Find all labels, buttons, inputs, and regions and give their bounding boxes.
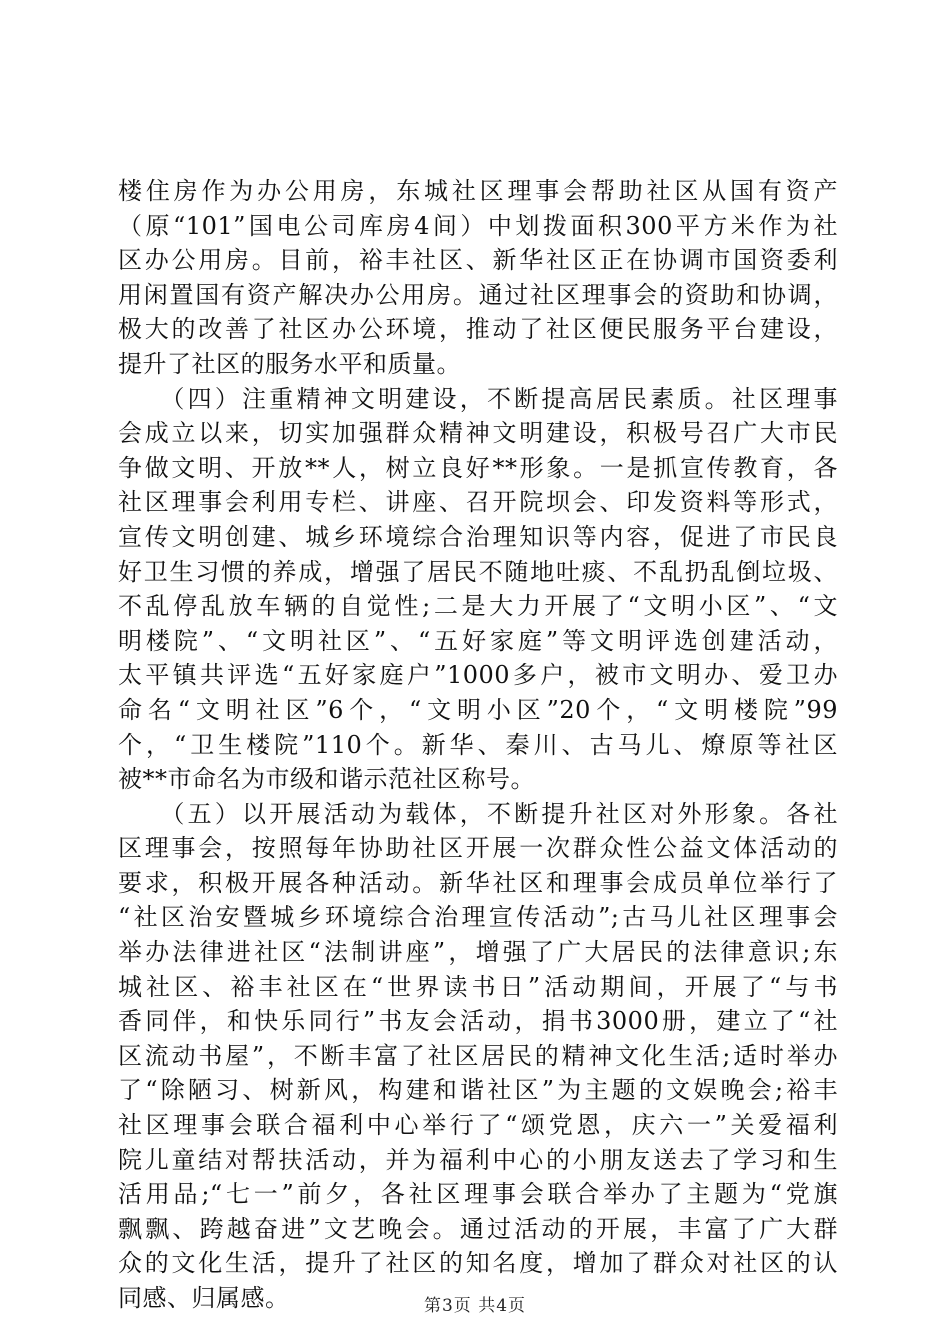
page-footer: [0, 1291, 950, 1316]
text-line: “社区治安暨城乡环境综合治理宣传活动”;古马儿社区理事会: [118, 903, 838, 932]
text-line: 要求，积极开展各种活动。新华社区和理事会成员单位举行了: [118, 868, 838, 897]
text-line: 区办公用房。目前，裕丰社区、新华社区正在协调市国资委利: [118, 246, 838, 275]
text-line: 社区理事会联合福利中心举行了“颂党恩，庆六一”关爱福利: [118, 1111, 838, 1140]
text-line: （五）以开展活动为载体，不断提升社区对外形象。各社: [118, 799, 838, 828]
text-line: 明楼院”、“文明社区”、“五好家庭”等文明评选创建活动，: [118, 626, 838, 655]
text-line: 同感、归属感。: [118, 1284, 290, 1312]
text-line: 个，“卫生楼院”110个。新华、秦川、古马儿、燎原等社区: [118, 730, 838, 759]
page-number-label: 第3页 共4页: [423, 1296, 527, 1316]
paragraph-section-five: [118, 797, 838, 1316]
text-line: 香同伴，和快乐同行”书友会活动，捐书3000册，建立了“社: [118, 1007, 838, 1036]
text-line: 用闲置国有资产解决办公用房。通过社区理事会的资助和协调，: [118, 280, 838, 309]
text-line: 城社区、裕丰社区在“世界读书日”活动期间，开展了“与书: [118, 972, 838, 1001]
text-line: 活用品;“七一”前夕，各社区理事会联合举办了主题为“党旗: [118, 1180, 838, 1209]
text-line: 飘飘、跨越奋进”文艺晚会。通过活动的开展，丰富了广大群: [118, 1214, 838, 1243]
body-text: [118, 174, 838, 1316]
text-line: 众的文化生活，提升了社区的知名度，增加了群众对社区的认: [118, 1249, 838, 1278]
text-line: 提升了社区的服务水平和质量。: [118, 349, 461, 378]
text-line: 宣传文明创建、城乡环境综合治理知识等内容，促进了市民良: [118, 522, 838, 551]
paragraph-section-four: [118, 382, 838, 797]
paragraph-office-space: [118, 174, 838, 382]
text-line: 极大的改善了社区办公环境，推动了社区便民服务平台建设，: [118, 315, 838, 344]
text-line: 区流动书屋”，不断丰富了社区居民的精神文化生活;适时举办: [118, 1041, 838, 1070]
text-line: 社区理事会利用专栏、讲座、召开院坝会、印发资料等形式，: [118, 488, 838, 517]
text-line: 被**市命名为市级和谐示范社区称号。: [118, 765, 535, 794]
text-line: 命名“文明社区”6个，“文明小区”20个，“文明楼院”99: [118, 695, 838, 724]
text-line: 区理事会，按照每年协助社区开展一次群众性公益文体活动的: [118, 834, 838, 863]
text-line: 太平镇共评选“五好家庭户”1000多户，被市文明办、爱卫办: [118, 661, 838, 690]
text-line: 举办法律进社区“法制讲座”，增强了广大居民的法律意识;东: [118, 938, 838, 967]
text-line: 好卫生习惯的养成，增强了居民不随地吐痰、不乱扔乱倒垃圾、: [118, 557, 838, 586]
text-line: （四）注重精神文明建设，不断提高居民素质。社区理事: [118, 384, 838, 413]
text-line: 了“除陋习、树新风，构建和谐社区”为主题的文娱晚会;裕丰: [118, 1076, 838, 1105]
text-line: 不乱停乱放车辆的自觉性;二是大力开展了“文明小区”、“文: [118, 592, 838, 621]
text-line: 争做文明、开放**人，树立良好**形象。一是抓宣传教育，各: [118, 453, 838, 482]
text-line: 楼住房作为办公用房，东城社区理事会帮助社区从国有资产: [118, 177, 838, 205]
text-line: （原“101”国电公司库房4间）中划拨面积300平方米作为社: [118, 211, 838, 240]
text-line: 院儿童结对帮扶活动，并为福利中心的小朋友送去了学习和生: [118, 1145, 838, 1174]
text-line: 会成立以来，切实加强群众精神文明建设，积极号召广大市民: [118, 419, 838, 448]
